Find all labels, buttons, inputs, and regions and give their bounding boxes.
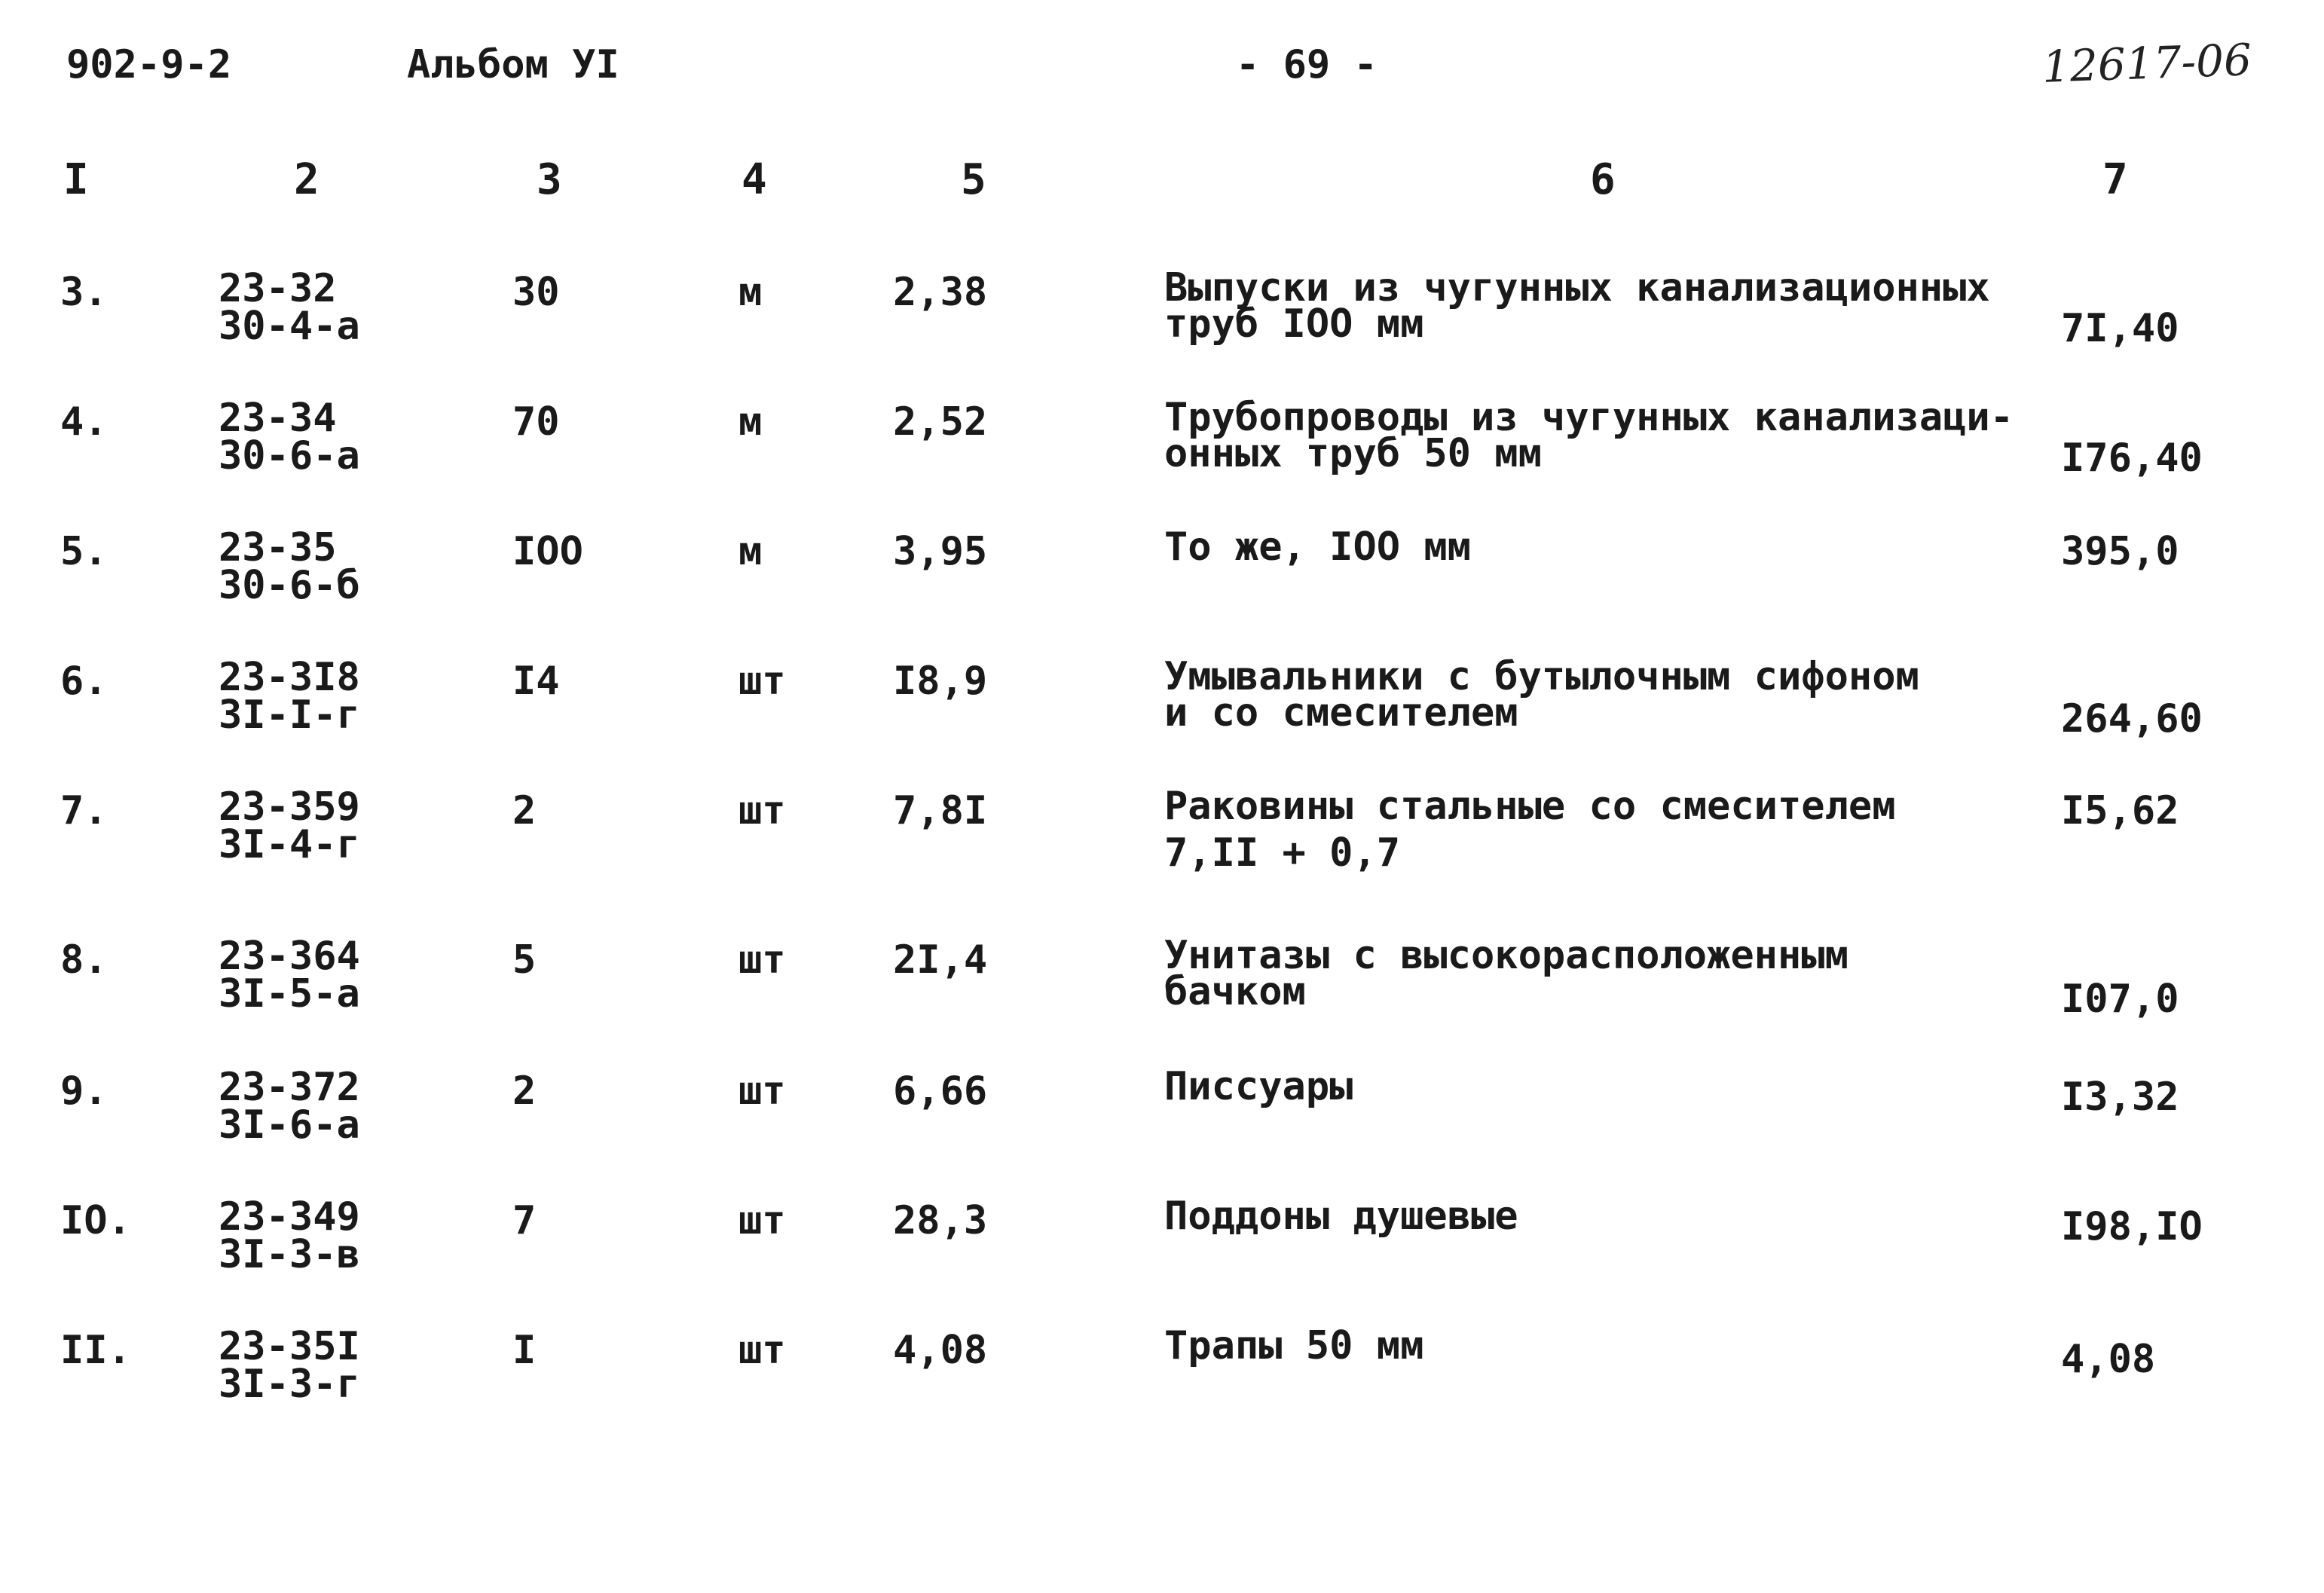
norm-code xyxy=(219,1324,360,1407)
norm-code xyxy=(219,784,360,867)
row-number: 5. xyxy=(60,529,108,574)
description-line2: и со смесителем xyxy=(1164,690,1518,735)
total-cost: I3,32 xyxy=(2061,1075,2179,1120)
unit: шт xyxy=(738,937,786,983)
norm-code-line1: 23-32 xyxy=(219,266,337,311)
table-row xyxy=(0,784,2324,916)
norm-code xyxy=(219,934,360,1017)
quantity: I4 xyxy=(512,659,560,704)
unit-price: 2,52 xyxy=(893,399,988,445)
description xyxy=(1164,1194,1518,1239)
description-line1: Выпуски из чугунных канализационных xyxy=(1164,265,1990,310)
description-line1: Раковины стальные со смесителем xyxy=(1164,784,1896,829)
table-row xyxy=(0,1323,2324,1456)
norm-code xyxy=(219,396,360,479)
unit: шт xyxy=(738,1198,786,1243)
description-line1: Трубопроводы из чугунных канализаци- xyxy=(1164,395,2014,440)
row-number: 9. xyxy=(60,1069,108,1114)
unit-price: 2,38 xyxy=(893,270,988,315)
norm-code-line2: 3I-6-а xyxy=(219,1102,360,1148)
norm-code xyxy=(219,655,360,738)
row-number: IO. xyxy=(60,1198,131,1243)
description xyxy=(1164,933,1848,1014)
description-line2: онных труб 50 мм xyxy=(1164,431,1542,476)
quantity: 7 xyxy=(512,1198,537,1243)
table-row xyxy=(0,524,2324,657)
total-cost: 7I,40 xyxy=(2061,306,2179,351)
total-cost: I98,IO xyxy=(2061,1204,2203,1249)
row-number: II. xyxy=(60,1328,131,1373)
page-number: - 69 - xyxy=(1236,42,1378,87)
norm-code-line2: 30-6-а xyxy=(219,433,360,479)
quantity: 30 xyxy=(512,270,560,315)
unit-price: 2I,4 xyxy=(893,937,988,983)
description-line1: Унитазы с высокорасположенным xyxy=(1164,933,1848,978)
unit: шт xyxy=(738,1328,786,1373)
description-line1: Трапы 50 мм xyxy=(1164,1323,1424,1368)
norm-code xyxy=(219,1194,360,1277)
column-number: 3 xyxy=(537,155,562,204)
description xyxy=(1164,1323,1424,1368)
norm-code-line2: 3I-4-г xyxy=(219,822,360,867)
description-line1: Умывальники с бутылочным сифоном xyxy=(1164,654,1919,699)
total-cost: 4,08 xyxy=(2061,1337,2156,1382)
unit-price: 4,08 xyxy=(893,1328,988,1373)
quantity: 70 xyxy=(512,399,560,445)
norm-code-line2: 30-4-а xyxy=(219,304,360,349)
description-line1: Писсуары xyxy=(1164,1064,1353,1109)
description-line2: труб IOO мм xyxy=(1164,301,1424,347)
description xyxy=(1164,784,1896,876)
norm-code-line2: 3I-I-г xyxy=(219,693,360,738)
table-row xyxy=(0,265,2324,398)
description xyxy=(1164,1064,1353,1109)
norm-code-line1: 23-364 xyxy=(219,934,360,979)
price-calculation-note: 7,II + 0,7 xyxy=(1164,830,1401,876)
description xyxy=(1164,265,1990,347)
norm-code-line1: 23-35I xyxy=(219,1324,360,1369)
quantity: 2 xyxy=(512,1069,537,1114)
document-code: 902-9-2 xyxy=(66,42,232,87)
description xyxy=(1164,654,1919,735)
quantity: IOO xyxy=(512,529,583,574)
norm-code-line1: 23-349 xyxy=(219,1194,360,1240)
norm-code-line2: 3I-3-г xyxy=(219,1362,360,1407)
column-number: 4 xyxy=(742,155,767,204)
column-number: 5 xyxy=(961,155,986,204)
row-number: 6. xyxy=(60,659,108,704)
table-row xyxy=(0,395,2324,527)
row-number: 8. xyxy=(60,937,108,983)
unit: шт xyxy=(738,659,786,704)
norm-code xyxy=(219,266,360,349)
unit: м xyxy=(738,270,763,315)
table-row xyxy=(0,654,2324,787)
total-cost: I5,62 xyxy=(2061,788,2179,833)
table-row xyxy=(0,933,2324,1066)
norm-code xyxy=(219,1065,360,1148)
column-number: 2 xyxy=(294,155,320,204)
unit: м xyxy=(738,399,763,445)
quantity: 5 xyxy=(512,937,537,983)
unit: шт xyxy=(738,1069,786,1114)
row-number: 7. xyxy=(60,788,108,833)
unit-price: 7,8I xyxy=(893,788,988,833)
unit-price: 28,3 xyxy=(893,1198,988,1243)
unit: м xyxy=(738,529,763,574)
norm-code-line1: 23-35 xyxy=(219,525,337,570)
column-number: 7 xyxy=(2102,155,2128,204)
norm-code-line1: 23-372 xyxy=(219,1065,360,1110)
table-row xyxy=(0,1064,2324,1197)
total-cost: I07,0 xyxy=(2061,977,2179,1022)
album-label: Альбом УI xyxy=(407,42,619,87)
total-cost: 395,0 xyxy=(2061,529,2179,574)
total-cost: I76,40 xyxy=(2061,436,2203,481)
description-line1: Поддоны душевые xyxy=(1164,1194,1518,1239)
unit-price: 3,95 xyxy=(893,529,988,574)
column-number: 6 xyxy=(1590,155,1616,204)
norm-code-line1: 23-3I8 xyxy=(219,655,360,700)
norm-code-line2: 3I-3-в xyxy=(219,1232,360,1277)
norm-code-line1: 23-34 xyxy=(219,396,337,441)
unit-price: 6,66 xyxy=(893,1069,988,1114)
unit-price: I8,9 xyxy=(893,659,988,704)
norm-code-line2: 30-6-б xyxy=(219,563,360,608)
row-number: 3. xyxy=(60,270,108,315)
description-line2: бачком xyxy=(1164,969,1306,1014)
norm-code-line1: 23-359 xyxy=(219,784,360,830)
row-number: 4. xyxy=(60,399,108,445)
description-line1: То же, IOO мм xyxy=(1164,524,1471,570)
quantity: 2 xyxy=(512,788,537,833)
unit: шт xyxy=(738,788,786,833)
total-cost: 264,60 xyxy=(2061,696,2203,741)
description xyxy=(1164,395,2014,476)
norm-code-line2: 3I-5-а xyxy=(219,971,360,1017)
table-row xyxy=(0,1194,2324,1326)
column-number: I xyxy=(63,155,89,204)
norm-code xyxy=(219,525,360,608)
quantity: I xyxy=(512,1328,537,1373)
description xyxy=(1164,524,1471,570)
handwritten-reference: 12617-06 xyxy=(2041,34,2253,93)
